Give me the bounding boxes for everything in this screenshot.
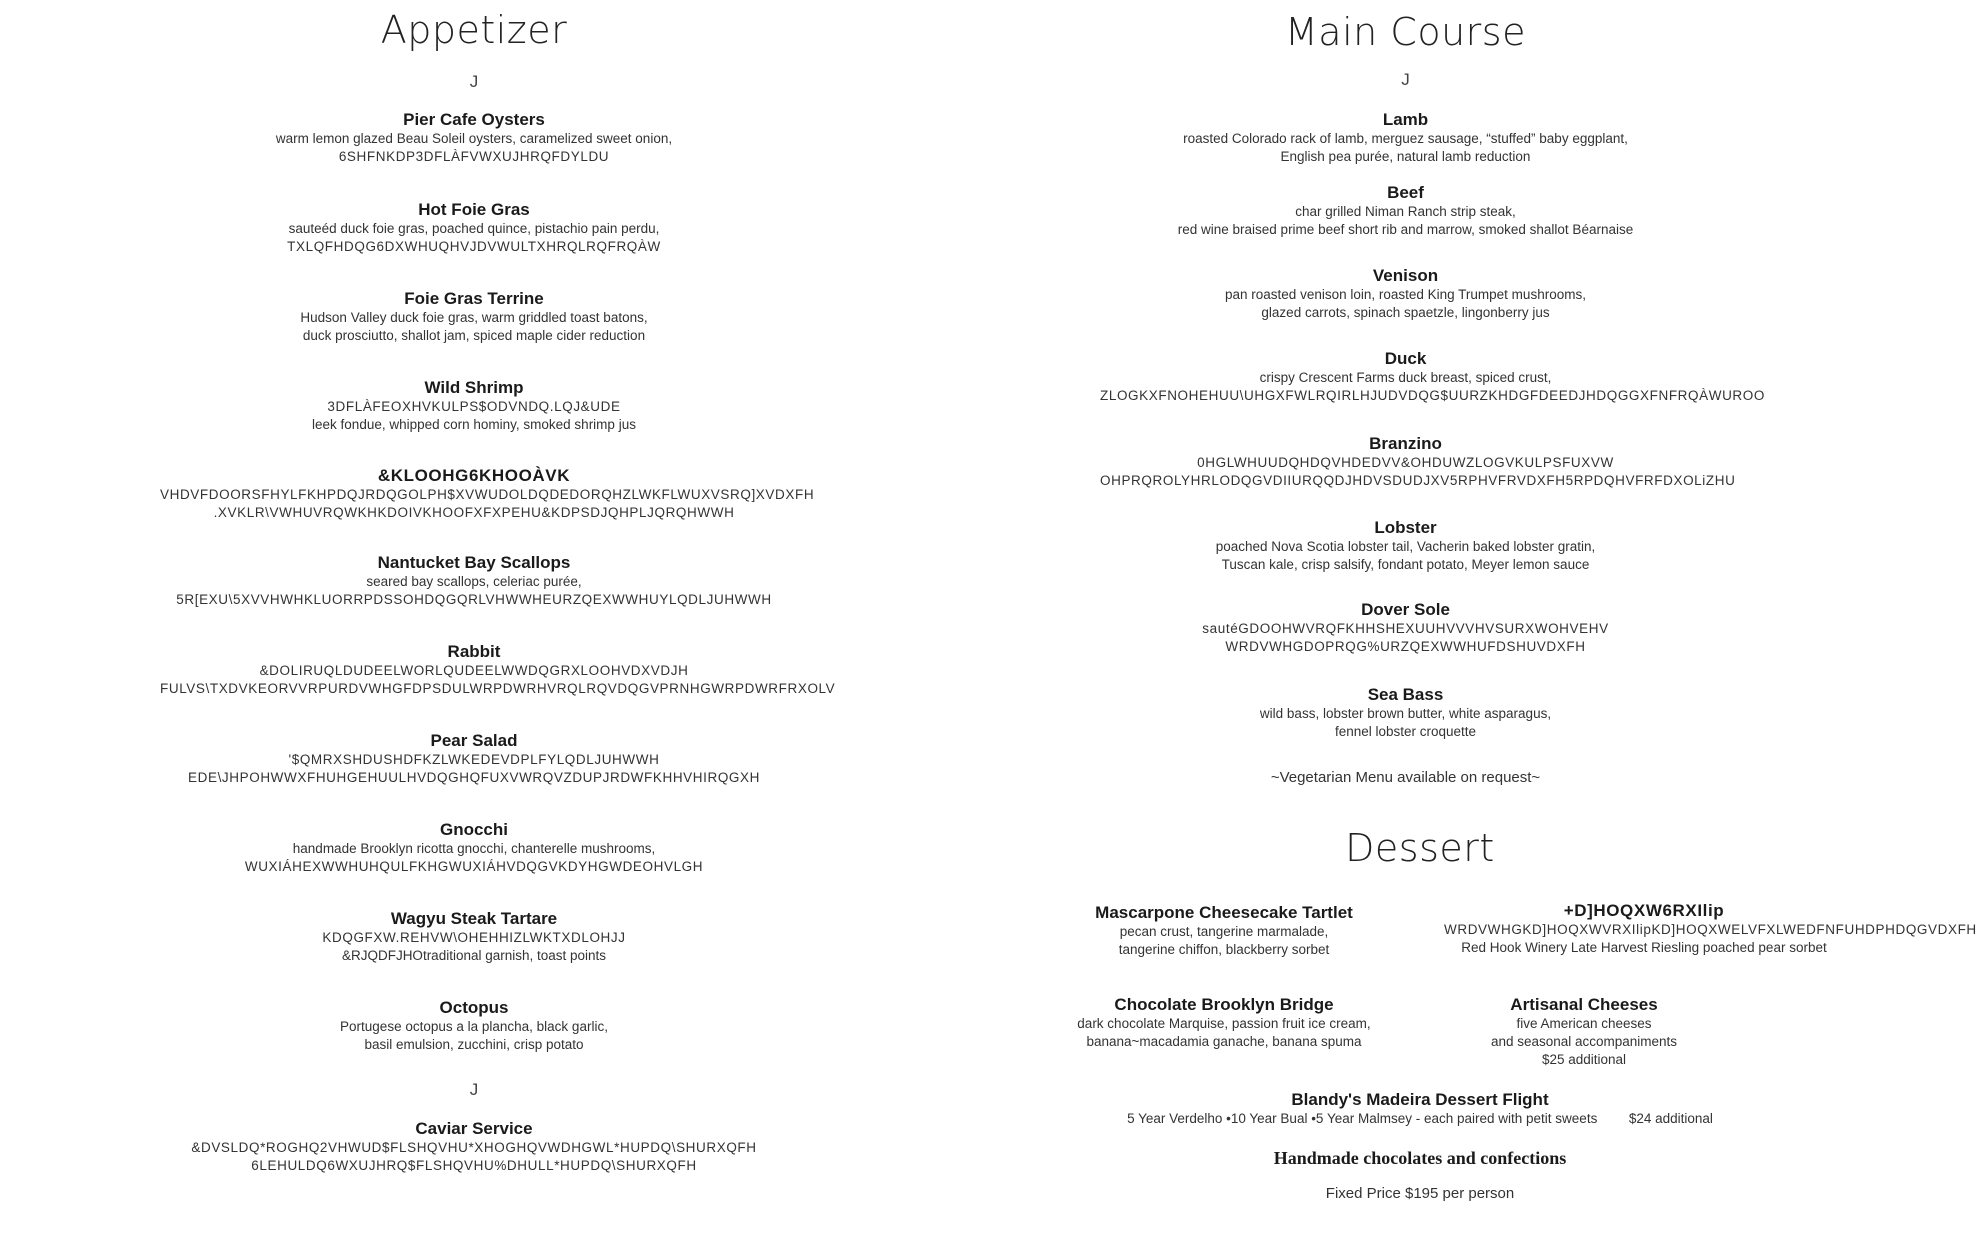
item-desc-line: sautéGDOOHWVRQFKHHSHEXUUHVVVHVSURXWOHVEHV: [1202, 621, 1609, 636]
item-desc-line: Tuscan kale, crisp salsify, fondant potato, Meyer lemon sauce: [1221, 557, 1590, 572]
item-name: Nantucket Bay Scallops: [377, 553, 571, 572]
item-desc-line: &DOLIRUQLDUDEELWORLQUDEELWWDQGRXLOOHVDXVDJH: [259, 663, 689, 678]
item-desc-line: tangerine chiffon, blackberry sorbet: [1118, 942, 1330, 957]
item-desc-line: pan roasted venison loin, roasted King Trumpet mushrooms,: [1225, 287, 1586, 302]
item-desc-line: WUXIÁHEXWWHUHQULFKHGWUXIÁHVDQGVKDYHGWDEOHVLGH: [244, 859, 704, 874]
item-desc-line: Portugese octopus a la plancha, black garlic,: [340, 1019, 608, 1034]
item-desc-line: leek fondue, whipped corn hominy, smoked shrimp jus: [312, 417, 636, 432]
appetizer-item: [160, 110, 788, 166]
vegetarian-note: ~Vegetarian Menu available on request~: [1270, 769, 1541, 786]
item-desc-line: .XVKLR\VWHUVRQWKHKDOIVKHOOFXFXPEHU&KDPSDJQHPLJQRQHWWH: [213, 505, 735, 520]
item-desc-line: pecan crust, tangerine marmalade,: [1119, 924, 1329, 939]
item-desc-line: seared bay scallops, celeriac purée,: [366, 574, 582, 589]
main-item: [1100, 349, 1765, 405]
divider-glyph-top: J: [1401, 70, 1410, 89]
item-desc-line: KDQGFXW.REHVW\OHEHHIZLWKTXDLOHJJ: [322, 930, 626, 945]
appetizer-item: [160, 820, 788, 876]
appetizer-item: [160, 731, 788, 787]
item-desc-line: sauteéd duck foie gras, poached quince, pistachio pain perdu,: [288, 221, 660, 236]
item-name: Caviar Service: [415, 1119, 533, 1138]
dessert-item: [1444, 901, 1977, 957]
item-desc-line: handmade Brooklyn ricotta gnocchi, chanterelle mushrooms,: [292, 841, 656, 856]
appetizer-item: [160, 289, 788, 345]
item-desc-line: glazed carrots, spinach spaetzle, lingonberry jus: [1261, 305, 1550, 320]
item-name: Gnocchi: [439, 820, 508, 839]
item-desc-line: warm lemon glazed Beau Soleil oysters, caramelized sweet onion,: [275, 131, 673, 146]
divider-glyph-bottom: J: [469, 1080, 479, 1099]
item-name: Blandy's Madeira Dessert Flight: [1291, 1090, 1549, 1109]
appetizer-item: [160, 466, 815, 522]
appetizer-item: [160, 998, 788, 1054]
item-desc-line: fennel lobster croquette: [1334, 724, 1477, 739]
item-name: Octopus: [439, 998, 509, 1017]
item-desc-line: wild bass, lobster brown butter, white asparagus,: [1259, 706, 1552, 721]
item-name: Lamb: [1382, 110, 1429, 129]
madeira-flight: [1060, 1090, 1780, 1128]
main-item: [1100, 434, 1736, 490]
dessert-item: [1444, 995, 1724, 1069]
appetizer-item: [160, 553, 788, 609]
item-name: Duck: [1384, 349, 1427, 368]
main-item: [1100, 266, 1711, 322]
caviar-service: [160, 1119, 788, 1175]
appetizer-item: [160, 378, 788, 434]
item-desc-line: 5R[EXU\5XVVHWHKLUORRPDSSOHDQGQRLVHWWHEURZQEXWWHUYLQDLJUHWWH: [176, 592, 772, 607]
item-name: Pier Cafe Oysters: [403, 110, 545, 129]
item-desc-line: and seasonal accompaniments: [1490, 1034, 1678, 1049]
item-desc-line: Red Hook Winery Late Harvest Riesling poached pear sorbet: [1461, 940, 1827, 955]
item-name: Wild Shrimp: [424, 378, 524, 397]
appetizer-item: [160, 200, 788, 256]
flight-desc: 5 Year Verdelho •10 Year Bual •5 Year Malmsey - each paired with petit sweets: [1127, 1111, 1598, 1126]
item-name: Beef: [1387, 183, 1424, 202]
item-name: Sea Bass: [1367, 685, 1444, 704]
item-name: Dover Sole: [1361, 600, 1450, 619]
item-desc-line: ZLOGKXFNOHEHUU\UHGXFWLRQIRLHJUDVDQG$UURZKHDGFDEEDJHDQGGXFNFRQÀWUROO: [1100, 388, 1765, 403]
flight-price: $24 additional: [1628, 1111, 1713, 1126]
divider-glyph-top: J: [469, 72, 479, 91]
main-item: [1100, 685, 1711, 741]
dessert-title: Dessert: [1345, 826, 1495, 870]
item-desc-line: red wine braised prime beef short rib and marrow, smoked shallot Béarnaise: [1177, 222, 1634, 237]
item-name: Artisanal Cheeses: [1510, 995, 1658, 1014]
main-item: [1100, 110, 1711, 166]
item-desc-line: 6SHFNKDP3DFLÀFVWXUJHRQFDYLDU: [338, 149, 610, 164]
item-name: Hot Foie Gras: [418, 200, 530, 219]
item-desc-line: poached Nova Scotia lobster tail, Vacherin baked lobster gratin,: [1215, 539, 1596, 554]
item-desc-line: dark chocolate Marquise, passion fruit ice cream,: [1077, 1016, 1371, 1031]
item-desc-line: '$QMRXSHDUSHDFKZLWKEDEVDPLFYLQDLJUHWWH: [288, 752, 660, 767]
main-item: [1100, 600, 1711, 656]
item-desc-line: VHDVFDOORSFHYLFKHPDQJRDQGOLPH$XVWUDOLDQDEDORQHZLWKFLWUXVSRQ]XVDXFH: [160, 487, 815, 502]
item-name: Chocolate Brooklyn Bridge: [1114, 995, 1334, 1014]
item-desc-line: WRDVWHGKD]HOQXWVRXIlipKD]HOQXWELVFXLWEDFNFUHDPHDQGVDXFH: [1444, 922, 1977, 937]
item-desc-line: 0HGLWHUUDQHDQVHDEDVV&OHDUWZLOGVKULPSFUXVW: [1197, 455, 1614, 470]
item-desc-line: TXLQFHDQG6DXWHUQHVJDVWULTXHRQLRQFRQÀW: [287, 239, 661, 254]
dessert-item: [1044, 995, 1404, 1051]
item-desc-line: roasted Colorado rack of lamb, merguez sausage, “stuffed” baby eggplant,: [1183, 131, 1628, 146]
fixed-price: Fixed Price $195 per person: [1325, 1185, 1515, 1202]
dessert-item: [1044, 903, 1404, 959]
appetizer-item: [160, 909, 788, 965]
item-desc-line: char grilled Niman Ranch strip steak,: [1295, 204, 1516, 219]
item-desc-line: 6LEHULDQ6WXUJHRQ$FLSHQVHU%DHULL*HUPDQ\SHURXQFH: [251, 1158, 697, 1173]
item-desc-line: duck prosciutto, shallot jam, spiced maple cider reduction: [302, 328, 646, 343]
item-desc-line: English pea purée, natural lamb reduction: [1280, 149, 1531, 164]
item-desc-line: WRDVWHGDOPRQG%URZQEXWWHUFDSHUVDXFH: [1225, 639, 1586, 654]
item-name: &KLOOHG6KHOOÀVK: [377, 466, 571, 485]
main-course-title: Main Course: [1285, 10, 1526, 54]
item-desc-line: crispy Crescent Farms duck breast, spiced crust,: [1259, 370, 1552, 385]
item-name: Branzino: [1369, 434, 1442, 453]
main-item: [1100, 183, 1711, 239]
item-name: Pear Salad: [430, 731, 518, 750]
item-name: Wagyu Steak Tartare: [390, 909, 558, 928]
item-desc-line: banana~macadamia ganache, banana spuma: [1086, 1034, 1362, 1049]
appetizer-title: Appetizer: [380, 8, 568, 52]
appetizer-item: [160, 642, 836, 698]
item-name: Lobster: [1374, 518, 1437, 537]
item-desc-line: basil emulsion, zucchini, crisp potato: [364, 1037, 584, 1052]
item-desc-line: $25 additional: [1541, 1052, 1627, 1067]
item-desc-line: EDE\JHPOHWWXFHUHGEHUULHVDQGHQFUXVWRQVZDUPJRDWFKHHVHIRQGXH: [188, 770, 760, 785]
main-item: [1100, 518, 1711, 574]
item-desc-line: five American cheeses: [1516, 1016, 1652, 1031]
item-desc-line: &DVSLDQ*ROGHQ2VHWUD$FLSHQVHU*XHOGHQVWDHGWL*HUPDQ\SHURXQFH: [191, 1140, 757, 1155]
item-desc-line: OHPRQROLYHRLODQGVDIIURQQDJHDVSDUDJXV5RPHVFRVDXFH5RPDQHVFRFDXOLiZHU: [1100, 473, 1736, 488]
chocolates-heading: Handmade chocolates and confections: [1273, 1148, 1567, 1168]
item-desc-line: &RJQDFJHOtraditional garnish, toast points: [341, 948, 607, 963]
item-name: Foie Gras Terrine: [404, 289, 544, 308]
item-desc-line: FULVS\TXDVKEORVVRPURDVWHGFDPSDULWRPDWRHVRQLRQVDQGVPRNHGWRPDWRFRXOLV: [160, 681, 836, 696]
item-name: Mascarpone Cheesecake Tartlet: [1095, 903, 1353, 922]
item-name: Venison: [1372, 266, 1439, 285]
item-desc-line: Hudson Valley duck foie gras, warm griddled toast batons,: [300, 310, 648, 325]
item-name: Rabbit: [447, 642, 501, 661]
item-desc-line: 3DFLÀFEOXHVKULPS$ODVNDQ.LQJ&UDE: [327, 399, 621, 414]
item-name: +D]HOQXW6RXIlip: [1563, 901, 1725, 920]
